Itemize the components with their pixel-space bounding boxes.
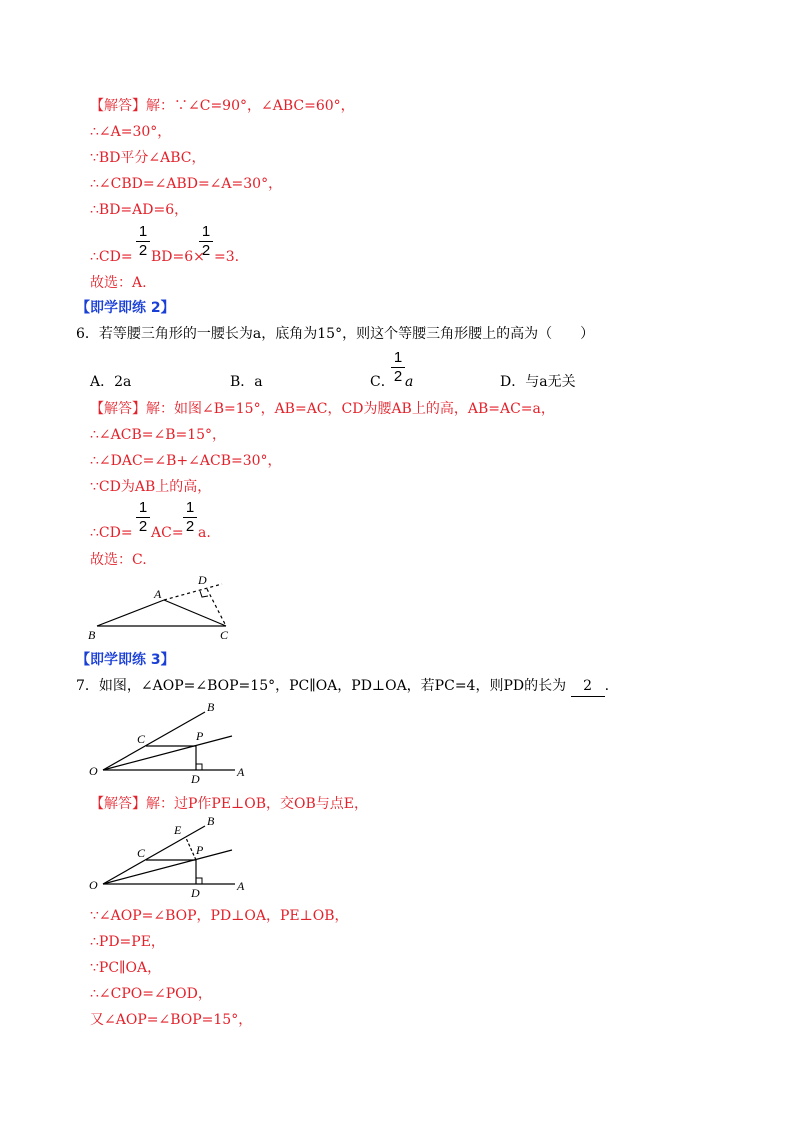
label-o: O xyxy=(89,878,98,892)
label-d: D xyxy=(198,573,207,587)
q6-option-b: B．a xyxy=(230,374,263,390)
sol6-line-5c: a. xyxy=(198,525,211,541)
ray-op xyxy=(103,850,232,884)
sol5-line-2: ∴∠A=30°， xyxy=(90,124,172,140)
section-heading-2: 【即学即练 2】 xyxy=(76,300,175,316)
sol5-line-7: 故选：A. xyxy=(90,275,147,291)
sol6-line-1: 【解答】解：如图∠B=15°，AB=AC，CD为腰AB上的高，AB=AC=a， xyxy=(90,401,555,417)
label-b: B xyxy=(207,700,215,714)
fraction-half: 1 2 xyxy=(199,224,213,259)
sol6-line-2: ∴∠ACB=∠B=15°， xyxy=(90,427,227,443)
q6-option-c-prefix: C． xyxy=(370,374,395,390)
sol6-line-3: ∴∠DAC=∠B+∠ACB=30°， xyxy=(90,453,282,469)
label-c: C xyxy=(137,732,146,746)
q6-option-a: A．2a xyxy=(90,374,132,390)
label-d: D xyxy=(191,886,200,900)
label-a: A xyxy=(237,879,245,893)
question-7-stem: 7．如图，∠AOP=∠BOP=15°，PC∥OA，PD⊥OA，若PC=4，则PD的长为 2 . xyxy=(76,676,609,697)
fraction-half: 1 2 xyxy=(136,224,150,259)
label-a: A xyxy=(237,765,245,779)
sol7-line-6: 又∠AOP=∠BOP=15°， xyxy=(90,1012,253,1028)
ray-ob xyxy=(103,826,205,884)
label-c: C xyxy=(220,628,229,642)
q6-option-c-suffix: a xyxy=(405,374,414,390)
fraction-half: 1 2 xyxy=(136,500,150,535)
right-angle-mark xyxy=(196,878,202,884)
label-e: E xyxy=(174,823,182,837)
label-c: C xyxy=(137,846,146,860)
sol7-line-1: 【解答】解：过P作PE⊥OB，交OB与点E， xyxy=(90,796,368,812)
sol5-line-5: ∴BD=AD=6， xyxy=(90,202,189,218)
q6-option-d: D．与a无关 xyxy=(500,374,576,390)
sol7-line-3: ∴PD=PE， xyxy=(90,934,165,950)
fraction-half: 1 2 xyxy=(391,350,405,385)
label-b: B xyxy=(207,814,215,828)
sol6-line-4: ∵CD为AB上的高， xyxy=(90,479,212,495)
sol5-line-6c: =3. xyxy=(214,249,240,265)
sol7-line-2: ∵∠AOP=∠BOP，PD⊥OA，PE⊥OB， xyxy=(90,908,349,924)
label-o: O xyxy=(89,764,98,778)
label-b: B xyxy=(88,628,96,642)
sol7-line-5: ∴∠CPO=∠POD， xyxy=(90,986,212,1002)
label-p: P xyxy=(196,843,204,857)
sol7-line-4: ∵PC∥OA， xyxy=(90,960,162,976)
answer-blank: 2 xyxy=(571,676,605,697)
sol6-line-6: 故选：C. xyxy=(90,552,147,568)
segment-pe xyxy=(186,838,196,860)
section-heading-3: 【即学即练 3】 xyxy=(76,652,175,668)
label-p: P xyxy=(196,729,204,743)
sol5-line-4: ∴∠CBD=∠ABD=∠A=30°， xyxy=(90,176,283,192)
sol5-line-6a: ∴CD= xyxy=(90,249,133,265)
sol6-line-5b: AC= xyxy=(151,525,184,541)
label-d: D xyxy=(191,772,200,786)
sol5-line-6b: BD=6× xyxy=(151,249,205,265)
label-a: A xyxy=(154,587,162,601)
sol5-line-1: 【解答】解：∵∠C=90°，∠ABC=60°， xyxy=(90,98,355,114)
sol6-line-5a: ∴CD= xyxy=(90,525,133,541)
sol5-line-3: ∵BD平分∠ABC， xyxy=(90,150,206,166)
question-6-stem: 6．若等腰三角形的一腰长为a，底角为15°，则这个等腰三角形腰上的高为（ ） xyxy=(76,326,595,342)
fraction-half: 1 2 xyxy=(183,500,197,535)
